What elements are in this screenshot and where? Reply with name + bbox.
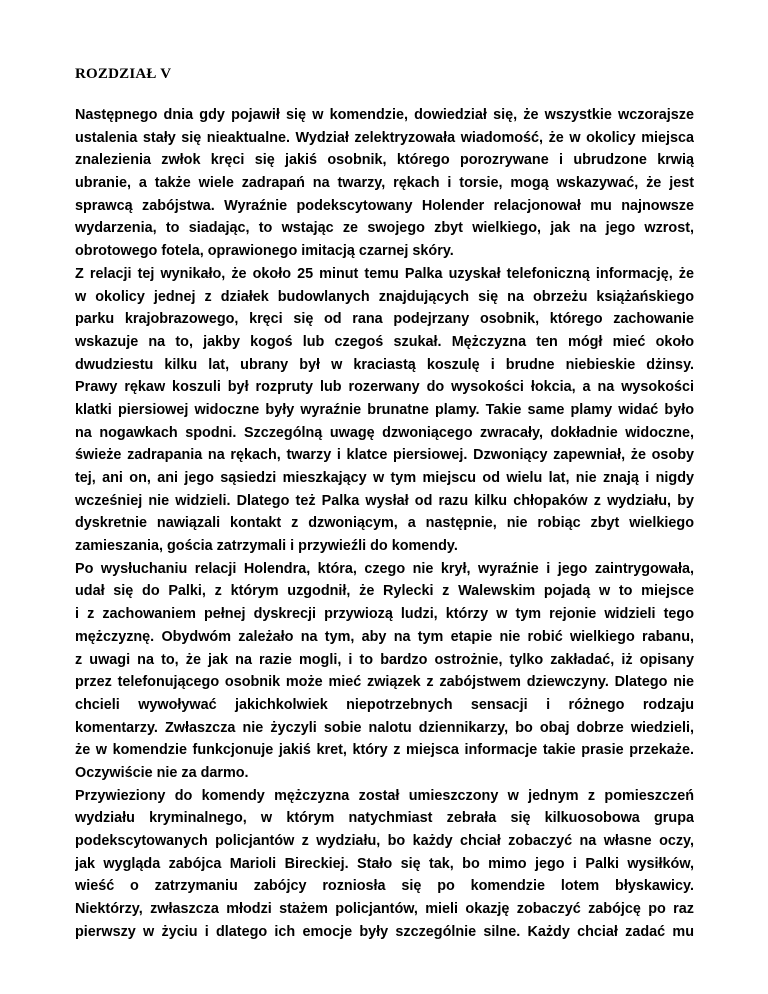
text-line: Po wysłuchaniu relacji Holendra, która, czego nie krył, wyraźnie i jego zaintrygowała, — [75, 560, 694, 577]
text-line: zamieszania, gościa zatrzymali i przywieźli do komendy. — [75, 538, 458, 555]
text-line: wydarzenia, to siadając, to wstając ze swojego zbyt wielkiego, jak na jego wzrost, — [75, 220, 694, 237]
text-line: Następnego dnia gdy pojawił się w komendzie, dowiedział się, że wszystkie wczorajsze — [75, 107, 694, 123]
text-line: udał się do Palki, z którym uzgodnił, że Rylecki z Walewskim pojadą w to miejsce — [75, 583, 694, 600]
text-line: parku krajobrazowego, kręci się od rana podejrzany osobnik, którego zachowanie — [75, 311, 694, 328]
text-line: dyskretnie nawiązali kontakt z dzwoniącym, a następnie, nie robiąc zbyt wielkiego — [75, 515, 694, 532]
text-line: Przywieziony do komendy mężczyzna został umieszczony w jednym z pomieszczeń — [75, 787, 694, 804]
text-line: mężczyznę. Obydwóm zależało na tym, aby na tym etapie nie robić wielkiego rabanu, — [75, 628, 694, 645]
text-line: chcieli wywoływać jakichkolwiek niepotrzebnych sensacji i różnego rodzaju — [75, 696, 694, 713]
text-line: na nogawkach spodni. Szczególną uwagę dzwoniącego zwracały, dokładnie widoczne, — [75, 424, 694, 441]
text-line: z uwagi na to, że jak na razie mogli, i to bardzo ostrożnie, tylko zakładać, iż opisany — [75, 651, 694, 668]
text-line: tej, ani on, ani jego sąsiedzi mieszkający w tym miejscu od wielu lat, nie znają i nigdy — [75, 470, 694, 486]
text-line: Prawy rękaw koszuli był rozpruty lub rozerwany do wysokości łokcia, a na wysokości — [75, 379, 694, 396]
chapter-title: ROZDZIAŁ V — [75, 66, 172, 82]
text-line: pierwszy w życiu i dlatego ich emocje były szczególnie silne. Każdy chciał zadać mu — [75, 923, 694, 940]
text-line: Niektórzy, zwłaszcza młodzi stażem policjantów, mieli okazję zobaczyć zabójcę po raz — [75, 901, 694, 918]
text-line: komentarzy. Zwłaszcza nie życzyli sobie nalotu dziennikarzy, bo obaj dobrze wiedzieli, — [75, 719, 694, 736]
text-line: Z relacji tej wynikało, że około 25 minut temu Palka uzyskał telefoniczną informację, że — [75, 265, 694, 282]
text-line: Oczywiście nie za darmo. — [75, 764, 249, 781]
text-line: i z zachowaniem pełnej dyskrecji przywiozą ludzi, którzy w tym rejonie widzieli tego — [75, 606, 694, 623]
chapter-body — [75, 104, 694, 943]
text-line: sprawcą zabójstwa. Wyraźnie podekscytowany Holender relacjonował mu najnowsze — [75, 197, 694, 214]
text-line: ubranie, a także wiele zadrapań na twarzy, rękach i torsie, mogą wskazywać, że jest — [75, 175, 694, 192]
text-line: podekscytowanych policjantów z wydziału, bo każdy chciał zobaczyć na własne oczy, — [75, 833, 694, 849]
text-line: świeże zadrapania na rękach, twarzy i klatce piersiowej. Dzwoniący zapewniał, że osoby — [75, 447, 694, 464]
text-line: wieść o zatrzymaniu zabójcy rozniosła się po komendzie lotem błyskawicy. — [75, 878, 694, 895]
text-line: klatki piersiowej widoczne były wyraźnie brunatne plamy. Takie same plamy widać było — [75, 401, 694, 418]
text-line: wydziału kryminalnego, w którym natychmiast zebrała się kilkuosobowa grupa — [75, 810, 694, 827]
text-line: przez telefonującego osobnik może mieć związek z zabójstwem dziewczyny. Dlatego nie — [75, 674, 694, 691]
text-line: znalezienia zwłok kręci się jakiś osobnik, którego porozrywane i ubrudzone krwią — [75, 152, 694, 169]
text-line: wskazuje na to, jakby kogoś lub czegoś szukał. Mężczyzna ten mógł mieć około — [75, 333, 694, 350]
text-line: w okolicy jednej z działek budowlanych znajdujących się na obrzeżu książańskiego — [75, 288, 694, 305]
text-line: że w komendzie funkcjonuje jakiś kret, który z miejsca informacje takie prasie przekaże. — [75, 742, 694, 759]
text-line: jak wygląda zabójca Marioli Bireckiej. Stało się tak, bo mimo jego i Palki wysiłków, — [75, 855, 694, 872]
text-line: obrotowego fotela, oprawionego imitacją czarnej skóry. — [75, 243, 454, 260]
text-line: wcześniej nie widzieli. Dlatego też Palka wysłał od razu kilku chłopaków z wydziału, by — [75, 492, 694, 509]
text-line: dwudziestu kilku lat, ubrany był w kraciastą koszulę i brudne niebieskie dżinsy. — [75, 356, 694, 373]
text-line: ustalenia stały się nieaktualne. Wydział zelektryzowała wiadomość, że w okolicy miejsca — [75, 129, 694, 146]
